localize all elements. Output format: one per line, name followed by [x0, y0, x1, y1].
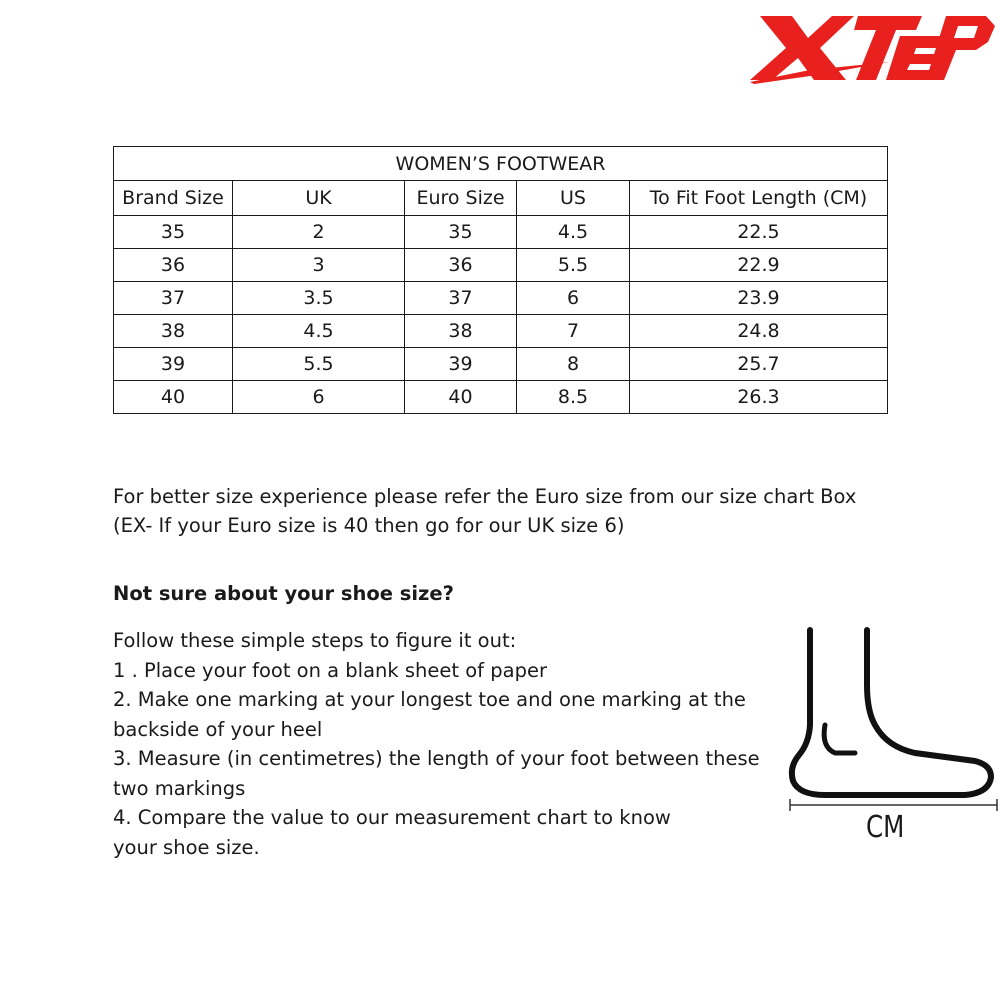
cell-uk: 3 — [233, 249, 405, 282]
cell-foot-length: 25.7 — [630, 348, 888, 381]
note-line-2: (EX- If your Euro size is 40 then go for our UK size 6) — [113, 514, 625, 537]
cell-euro-size: 38 — [405, 315, 517, 348]
xtep-logo — [750, 12, 995, 84]
cell-foot-length: 22.9 — [630, 249, 888, 282]
cell-brand-size: 40 — [114, 381, 233, 414]
cell-us: 5.5 — [517, 249, 630, 282]
col-us: US — [517, 181, 630, 216]
table-row — [114, 348, 888, 381]
cell-uk: 2 — [233, 216, 405, 249]
cell-uk: 5.5 — [233, 348, 405, 381]
table-header-row — [114, 181, 888, 216]
step-line: your shoe size. — [113, 835, 260, 859]
cell-brand-size: 39 — [114, 348, 233, 381]
cell-us: 4.5 — [517, 216, 630, 249]
cell-us: 7 — [517, 315, 630, 348]
table-row — [114, 381, 888, 414]
col-uk: UK — [233, 181, 405, 216]
cell-uk: 4.5 — [233, 315, 405, 348]
cell-uk: 6 — [233, 381, 405, 414]
table-row — [114, 249, 888, 282]
cell-euro-size: 35 — [405, 216, 517, 249]
size-chart-table — [113, 146, 888, 414]
table-row — [114, 315, 888, 348]
cell-uk: 3.5 — [233, 282, 405, 315]
cell-brand-size: 35 — [114, 216, 233, 249]
measurement-steps — [113, 626, 793, 862]
cell-euro-size: 36 — [405, 249, 517, 282]
note-line-1: For better size experience please refer the Euro size from our size chart Box — [113, 485, 857, 508]
step-line: 4. Compare the value to our measurement chart to know — [113, 806, 671, 829]
cm-label: CM — [866, 810, 905, 845]
cell-euro-size: 40 — [405, 381, 517, 414]
step-line: 2. Make one marking at your longest toe and one marking at the — [113, 688, 746, 711]
step-line: two markings — [113, 776, 246, 800]
col-foot-length: To Fit Foot Length (CM) — [630, 181, 888, 216]
cell-foot-length: 22.5 — [630, 216, 888, 249]
cell-foot-length: 23.9 — [630, 282, 888, 315]
steps-intro: Follow these simple steps to figure it out: — [113, 629, 517, 652]
size-note — [113, 482, 893, 540]
step-line: backside of your heel — [113, 717, 323, 741]
cell-euro-size: 37 — [405, 282, 517, 315]
step-line: 1 . Place your foot on a blank sheet of paper — [113, 658, 547, 682]
step-line: 3. Measure (in centimetres) the length of your foot between these — [113, 747, 760, 770]
cell-foot-length: 24.8 — [630, 315, 888, 348]
cell-us: 8 — [517, 348, 630, 381]
col-euro-size: Euro Size — [405, 181, 517, 216]
section-heading: Not sure about your shoe size? — [113, 582, 454, 605]
table-row — [114, 216, 888, 249]
cell-brand-size: 36 — [114, 249, 233, 282]
cell-us: 6 — [517, 282, 630, 315]
cell-brand-size: 37 — [114, 282, 233, 315]
table-row — [114, 282, 888, 315]
cell-us: 8.5 — [517, 381, 630, 414]
cell-foot-length: 26.3 — [630, 381, 888, 414]
col-brand-size: Brand Size — [114, 181, 233, 216]
cell-brand-size: 38 — [114, 315, 233, 348]
table-title: WOMEN’S FOOTWEAR — [114, 147, 888, 181]
cell-euro-size: 39 — [405, 348, 517, 381]
